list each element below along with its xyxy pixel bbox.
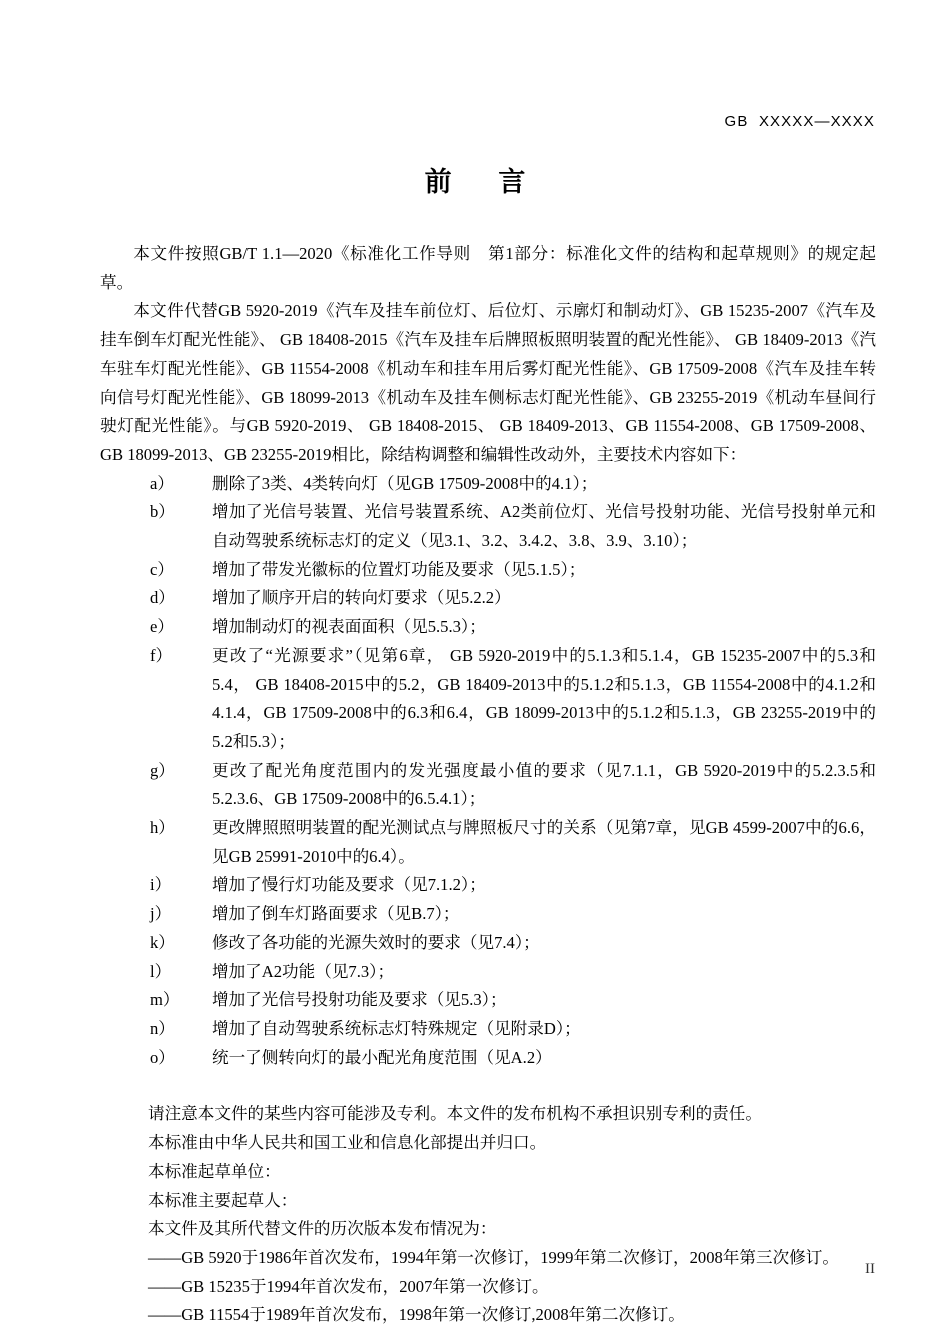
closing-paragraph: ——GB 5920于1986年首次发布，1994年第一次修订，1999年第二次修订，2008年第三次修订。 (148, 1247, 839, 1267)
list-item-text: 增加了倒车灯路面要求（见B.7）； (212, 904, 460, 924)
list-item-text: 更改了“光源要求”（见第6章， GB 5920-2019中的5.1.3和5.1.4，GB 15235-2007中的5.3和5.4， GB 18408-2015中的5.2，GB 18409-2013中的5.1.2和5.1.3，GB 11554-2008中的4.1.2和4.1.4，GB 17509-2008中的6.3和6.4，GB 18099-2013中的5.1.2和5.1.3，GB 23255-2019中的5.2和5.3）； (212, 645, 876, 751)
list-item-text: 统一了侧转向灯的最小配光角度范围（见A.2） (212, 1047, 552, 1067)
list-item-text: 更改了配光角度范围内的发光强度最小值的要求（见7.1.1，GB 5920-2019中的5.2.3.5和5.2.3.6、GB 17509-2008中的6.5.4.1）； (212, 760, 876, 809)
amendment-list-item (150, 900, 876, 929)
list-item-text: 删除了3类、4类转向灯（见GB 17509-2008中的4.1）； (212, 473, 598, 493)
amendment-list-item (150, 470, 876, 499)
list-item-marker: f） (150, 645, 173, 665)
list-item-marker: m） (150, 990, 180, 1010)
amendment-list-item (150, 929, 876, 958)
amendment-list (100, 470, 876, 1073)
closing-paragraph: ——GB 15235于1994年首次发布，2007年第一次修订。 (148, 1276, 549, 1296)
intro-paragraph-1: 本文件按照GB/T 1.1—2020《标准化工作导则 第1部分：标准化文件的结构和起草规则》的规定起草。 (100, 244, 876, 292)
list-item-marker: l） (150, 961, 172, 981)
list-item-text: 增加了自动驾驶系统标志灯特殊规定（见附录D）； (212, 1018, 581, 1038)
list-item-text: 修改了各功能的光源失效时的要求（见7.4）； (212, 932, 540, 952)
closing-block (148, 1100, 876, 1330)
list-item-text: 增加了顺序开启的转向灯要求（见5.2.2） (212, 588, 511, 608)
page-number: II (865, 1261, 875, 1277)
amendment-list-item (150, 584, 876, 613)
amendment-list-item (150, 871, 876, 900)
list-item-marker: g） (150, 760, 175, 780)
closing-paragraph: 请注意本文件的某些内容可能涉及专利。本文件的发布机构不承担识别专利的责任。 (148, 1104, 762, 1124)
list-item-marker: a） (150, 473, 174, 493)
list-item-text: 更改牌照照明装置的配光测试点与牌照板尺寸的关系（见第7章，见GB 4599-2007中的6.6，见GB 25991-2010中的6.4）。 (212, 818, 876, 866)
amendment-list-item (150, 814, 876, 871)
list-item-text: 增加了A2功能（见7.3）； (212, 961, 395, 981)
closing-paragraph: 本文件及其所代替文件的历次版本发布情况为： (148, 1219, 497, 1239)
list-item-text: 增加了慢行灯功能及要求（见7.1.2）； (212, 875, 486, 895)
list-item-marker: b） (150, 502, 175, 522)
list-item-text: 增加了带发光徽标的位置灯功能及要求（见5.1.5）； (212, 559, 586, 579)
amendment-list-item (150, 613, 876, 642)
closing-paragraph: 本标准主要起草人： (148, 1190, 298, 1210)
list-item-marker: e） (150, 617, 174, 637)
list-item-marker: i） (150, 875, 172, 895)
closing-paragraph: 本标准由中华人民共和国工业和信息化部提出并归口。 (148, 1133, 547, 1153)
list-item-marker: k） (150, 932, 175, 952)
list-item-marker: j） (150, 904, 172, 924)
list-item-marker: d） (150, 588, 175, 608)
running-header-standard-number: GB XXXXX—XXXX (724, 113, 875, 130)
list-item-text: 增加了光信号装置、光信号装置系统、A2类前位灯、光信号投射功能、光信号投射单元和自动驾驶系统标志灯的定义（见3.1、3.2、3.4.2、3.8、3.9、3.10）； (212, 502, 876, 551)
amendment-list-item (150, 556, 876, 585)
amendment-list-item (150, 958, 876, 987)
amendment-list-item (150, 986, 876, 1015)
closing-paragraph: 本标准起草单位： (148, 1161, 281, 1181)
amendment-list-item (150, 498, 876, 555)
amendment-list-item (150, 1015, 876, 1044)
list-item-text: 增加制动灯的视表面面积（见5.5.3）； (212, 617, 486, 637)
document-body (100, 240, 876, 1330)
amendment-list-item (150, 1044, 876, 1073)
list-item-marker: n） (150, 1018, 175, 1038)
closing-paragraph: ——GB 11554于1989年首次发布，1998年第一次修订,2008年第二次修订。 (148, 1305, 685, 1325)
list-item-marker: c） (150, 559, 174, 579)
page-title: 前 言 (424, 167, 546, 197)
list-item-text: 增加了光信号投射功能及要求（见5.3）； (212, 990, 507, 1010)
intro-paragraph-2: 本文件代替GB 5920-2019《汽车及挂车前位灯、后位灯、示廓灯和制动灯》、GB 15235-2007《汽车及挂车倒车灯配光性能》、 GB 18408-2015《汽车及挂车后牌照板照明装置的配光性能》、 GB 18409-2013《汽车驻车灯配光性能》、GB 11554-2008《机动车和挂车用后雾灯配光性能》、GB 17509-2008《汽车及挂车转向信号灯配光性能》、GB 18099-2013《机动车及挂车侧标志灯配光性能》、GB 23255-2019《机动车昼间行驶灯配光性能》。与GB 5920-2019、 GB 18408-2015、 GB 18409-2013、GB 11554-2008、GB 17509-2008、GB 18099-2013、GB 23255-2019相比，除结构调整和编辑性改动外，主要技术内容如下： (100, 301, 876, 464)
amendment-list-item (150, 757, 876, 814)
list-item-marker: o） (150, 1047, 175, 1067)
amendment-list-item (150, 642, 876, 757)
list-item-marker: h） (150, 818, 175, 838)
